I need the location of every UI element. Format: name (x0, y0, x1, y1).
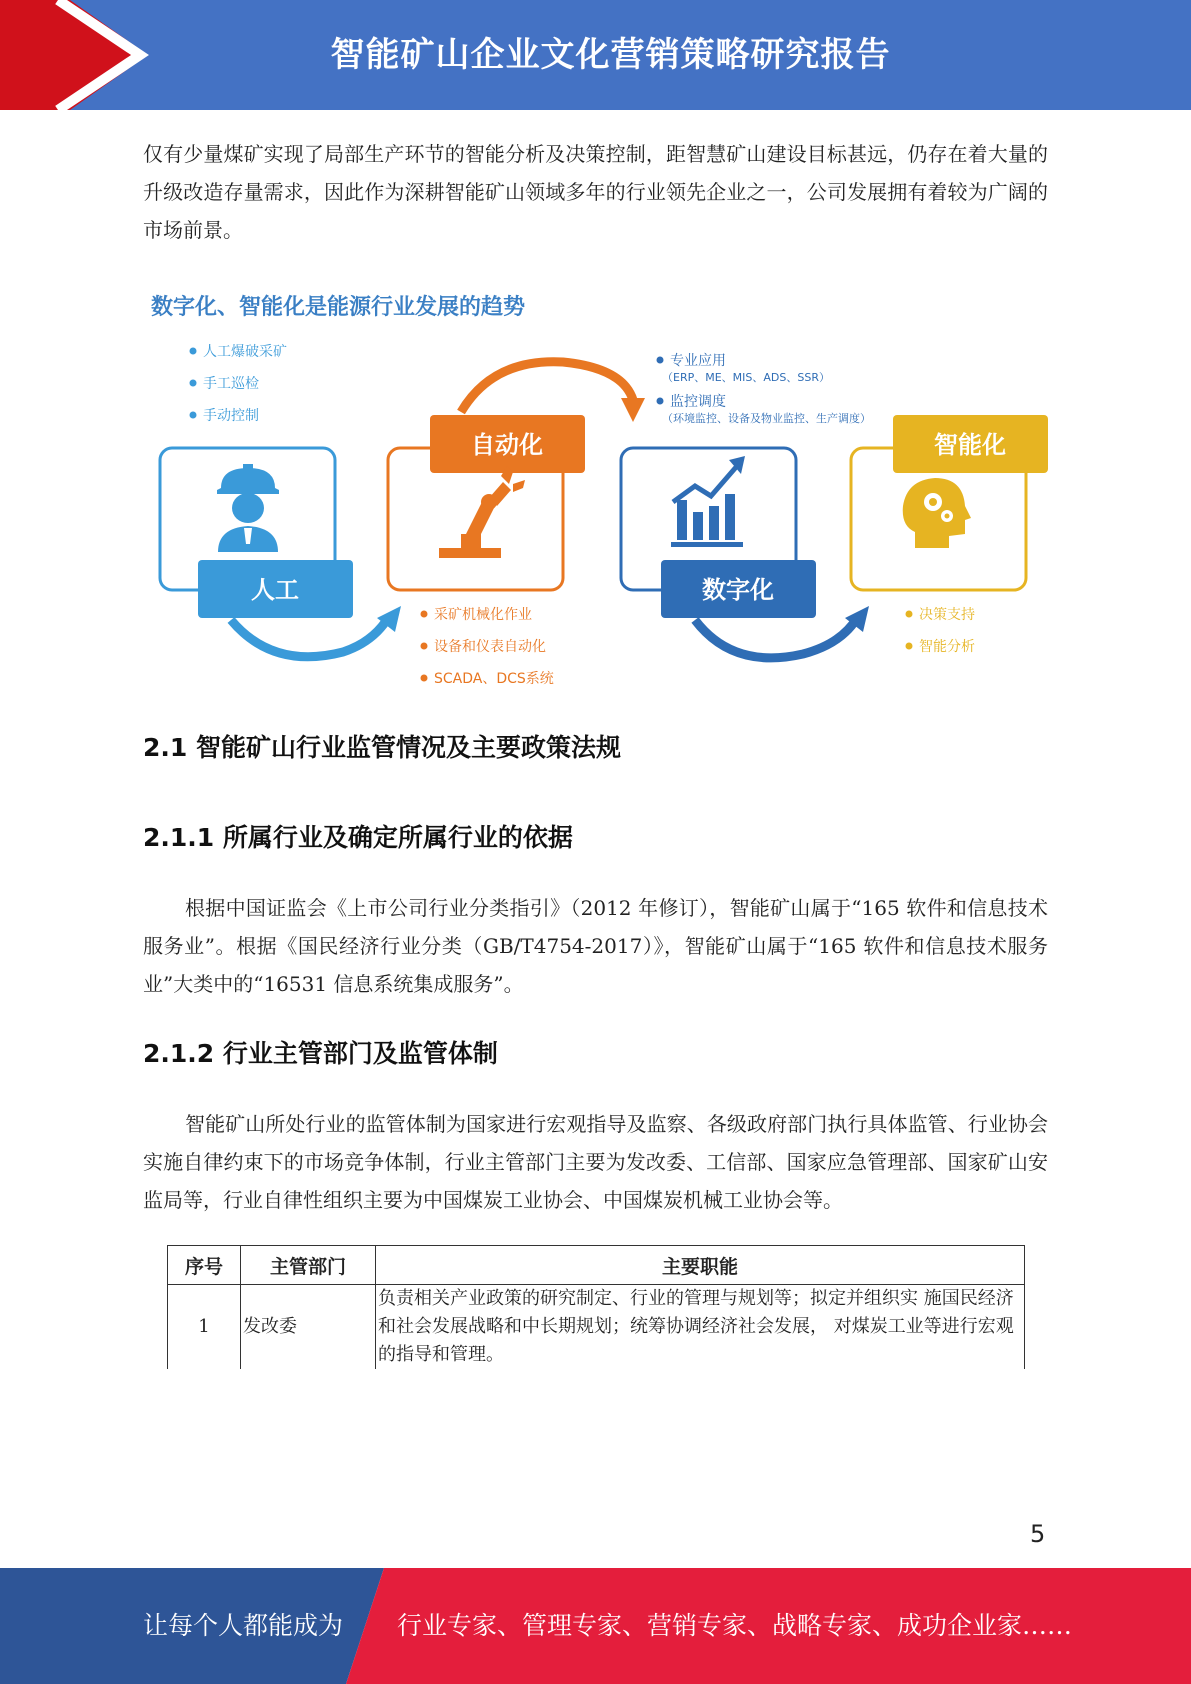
smart-bullet: 智能分析 (919, 639, 975, 655)
growth-chart-icon (671, 456, 745, 547)
page-footer (0, 1568, 1191, 1684)
digital-bullet: 监控调度 (670, 394, 726, 410)
paragraph-2-1-2: 智能矿山所处行业的监管体制为国家进行宏观指导及监察、各级政府部门执行具体监管、行业协会实施自律约束下的市场竞争体制，行业主管部门主要为发改委、工信部、国家应急管理部、国家矿山安监局等，行业自律性组织主要为中国煤炭工业协会、中国煤炭机械工业协会等。 (143, 1112, 1048, 1212)
auto-bullets (421, 606, 554, 687)
smart-bullets (906, 606, 976, 655)
smart-bullet: 决策支持 (919, 607, 975, 623)
arrow-auto-to-digital (461, 362, 633, 412)
table-header-no: 序号 (168, 1246, 241, 1285)
worker-icon (217, 464, 279, 552)
arrow-digital-to-smart (695, 618, 857, 658)
table-header-row (168, 1246, 1025, 1285)
auto-bullet: 设备和仪表自动化 (434, 639, 546, 655)
table-cell-duty: 负责相关产业政策的研究制定、行业的管理与规划等；拟定并组织实 施国民经济和社会发展战略和中长期规划；统筹协调经济社会发展， 对煤炭工业等进行宏观的指导和管理。 (376, 1285, 1025, 1370)
manual-bullet: 人工爆破采矿 (203, 344, 287, 360)
trend-diagram (143, 280, 1053, 700)
footer-slogan-right: 行业专家、管理专家、营销专家、战略专家、成功企业家…… (397, 1611, 1073, 1640)
auto-label: 自动化 (471, 431, 543, 459)
manual-label: 人工 (251, 576, 299, 604)
section-heading-2-1-2: 2.1.2 行业主管部门及监管体制 (143, 1039, 498, 1068)
section-heading-2-1-1: 2.1.1 所属行业及确定所属行业的依据 (143, 823, 573, 852)
auto-bullet: SCADA、DCS系统 (434, 671, 554, 687)
page-header (0, 0, 1191, 110)
table-header-duty: 主要职能 (376, 1246, 1025, 1285)
digital-label: 数字化 (702, 576, 774, 604)
table-header-dept: 主管部门 (241, 1246, 376, 1285)
digital-bullets (657, 353, 872, 425)
manual-bullet: 手动控制 (203, 408, 259, 424)
department-duty-table (167, 1245, 1025, 1369)
digital-bullet-sub: （环境监控、设备及物业监控、生产调度） (662, 412, 871, 425)
section-heading-2-1: 2.1 智能矿山行业监管情况及主要政策法规 (143, 733, 621, 762)
arrow-manual-to-auto (231, 618, 388, 657)
diagram-title: 数字化、智能化是能源行业发展的趋势 (151, 295, 526, 320)
footer-slogan-left: 让每个人都能成为 (143, 1611, 344, 1640)
robot-arm-icon (439, 466, 525, 558)
manual-bullets (190, 344, 288, 424)
smart-label: 智能化 (934, 431, 1006, 459)
auto-bullet: 采矿机械化作业 (434, 607, 532, 623)
intro-paragraph: 仅有少量煤矿实现了局部生产环节的智能分析及决策控制，距智慧矿山建设目标甚远，仍存在着大量的升级改造存量需求，因此作为深耕智能矿山领域多年的行业领先企业之一，公司发展拥有着较为广阔的市场前景。 (143, 142, 1048, 242)
manual-bullet: 手工巡检 (203, 376, 259, 392)
brain-gear-icon (903, 478, 971, 548)
paragraph-2-1-1: 根据中国证监会《上市公司行业分类指引》（2012 年修订），智能矿山属于“165 软件和信息技术服务业”。根据《国民经济行业分类（GB/T4754-2017）》，智能矿山属于“165 软件和信息技术服务业”大类中的“16531 信息系统集成服务”。 (143, 896, 1048, 996)
header-title: 智能矿山企业文化营销策略研究报告 (330, 35, 891, 75)
table-cell-no: 1 (168, 1285, 241, 1370)
digital-bullet-sub: （ERP、ME、MIS、ADS、SSR） (662, 371, 830, 384)
table-cell-dept: 发改委 (241, 1285, 376, 1370)
page-number: 5 (1030, 1520, 1046, 1548)
table-row (168, 1285, 1025, 1370)
digital-bullet: 专业应用 (670, 353, 726, 369)
